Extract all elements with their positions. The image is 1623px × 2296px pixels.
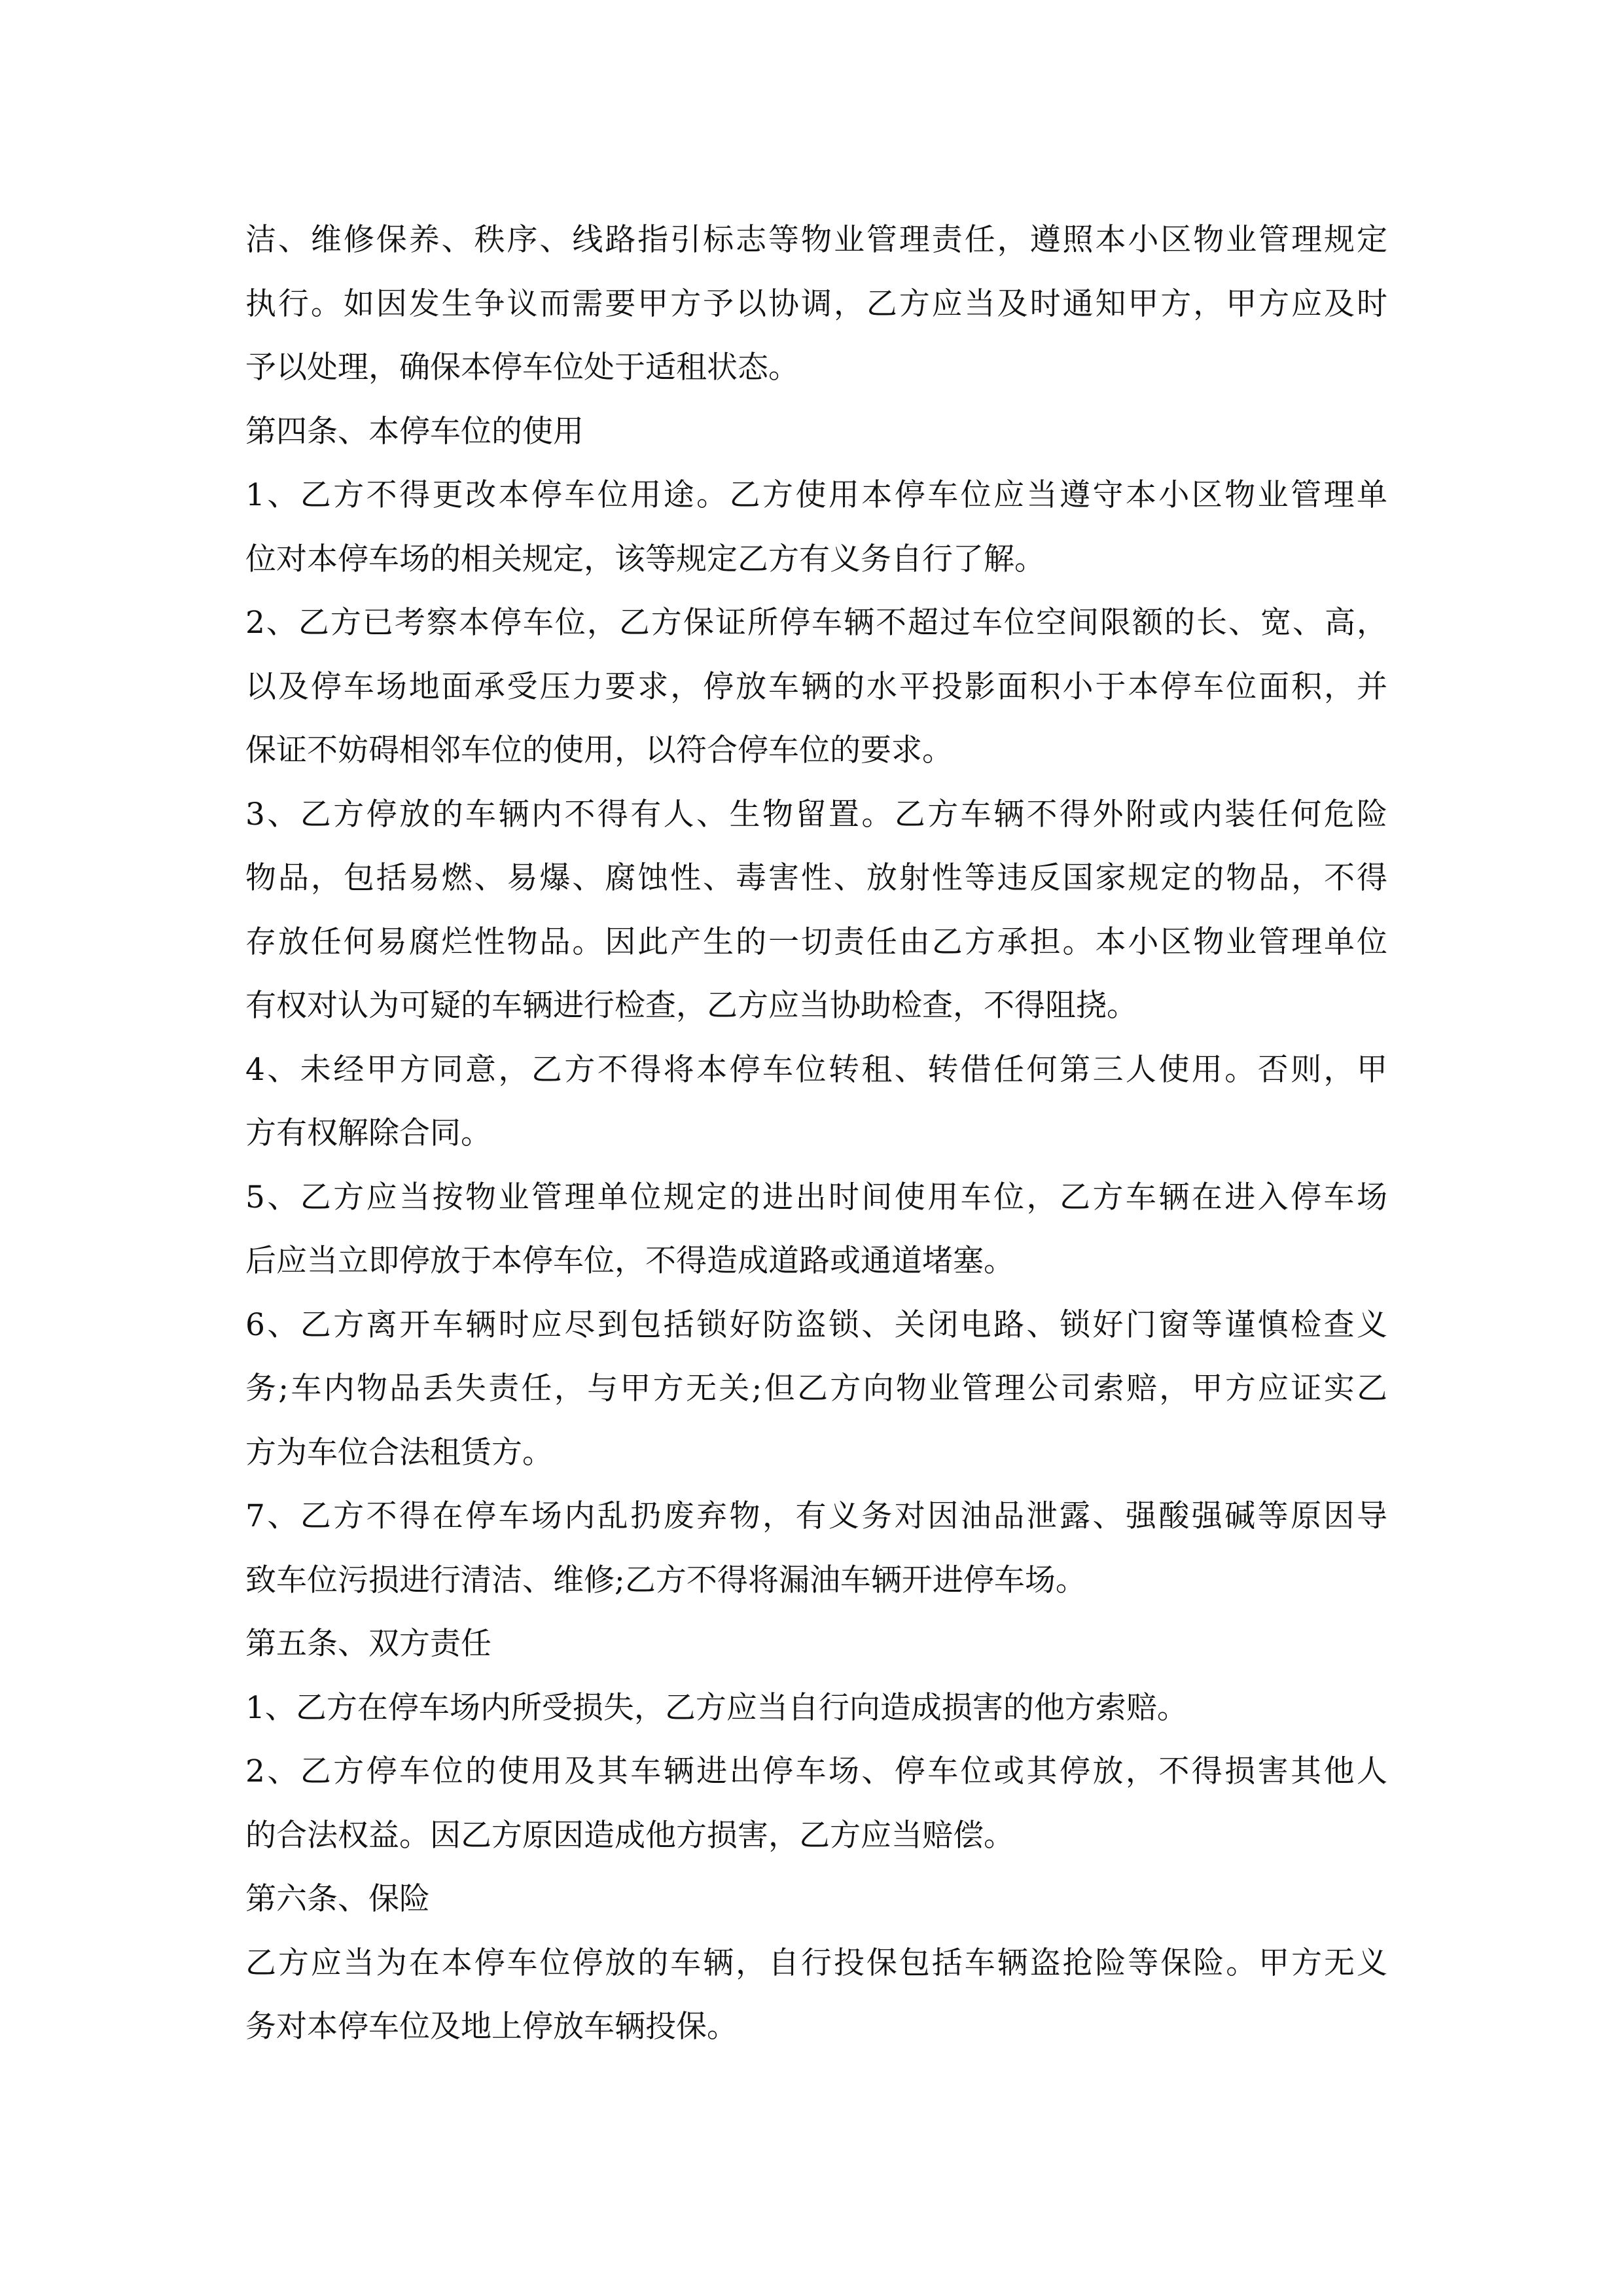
text-line: 务;车内物品丢失责任，与甲方无关;但乙方向物业管理公司索赔，甲方应证实乙	[245, 1371, 1387, 1407]
text-line: 7、乙方不得在停车场内乱扔废弃物，有义务对因油品泄露、强酸强碱等原因导	[245, 1498, 1387, 1534]
text-line: 1、乙方在停车场内所受损失，乙方应当自行向造成损害的他方索赔。	[245, 1689, 1188, 1726]
text-line: 执行。如因发生争议而需要甲方予以协调，乙方应当及时通知甲方，甲方应及时	[245, 285, 1387, 322]
text-line: 3、乙方停放的车辆内不得有人、生物留置。乙方车辆不得外附或内装任何危险	[245, 796, 1387, 833]
text-line: 第五条、双方责任	[245, 1626, 491, 1662]
text-line: 有权对认为可疑的车辆进行检查，乙方应当协助检查，不得阻挠。	[245, 988, 1137, 1024]
text-line: 方为车位合法租赁方。	[245, 1434, 553, 1471]
text-line: 后应当立即停放于本停车位，不得造成道路或通道堵塞。	[245, 1243, 1014, 1279]
text-line: 以及停车场地面承受压力要求，停放车辆的水平投影面积小于本停车位面积，并	[245, 668, 1387, 705]
document-body	[245, 208, 1387, 2059]
text-line: 2、乙方已考察本停车位，乙方保证所停车辆不超过车位空间限额的长、宽、高，	[245, 605, 1387, 641]
text-line: 方有权解除合同。	[245, 1115, 491, 1151]
text-line: 乙方应当为在本停车位停放的车辆，自行投保包括车辆盗抢险等保险。甲方无义	[245, 1945, 1387, 1981]
text-line: 位对本停车场的相关规定，该等规定乙方有义务自行了解。	[245, 541, 1045, 577]
text-line: 存放任何易腐烂性物品。因此产生的一切责任由乙方承担。本小区物业管理单位	[245, 924, 1387, 960]
text-line: 保证不妨碍相邻车位的使用，以符合停车位的要求。	[245, 732, 953, 768]
text-line: 5、乙方应当按物业管理单位规定的进出时间使用车位，乙方车辆在进入停车场	[245, 1179, 1387, 1215]
text-line: 1、乙方不得更改本停车位用途。乙方使用本停车位应当遵守本小区物业管理单	[245, 477, 1387, 513]
text-line: 的合法权益。因乙方原因造成他方损害，乙方应当赔偿。	[245, 1817, 1014, 1854]
text-line: 予以处理，确保本停车位处于适租状态。	[245, 350, 799, 386]
text-line: 务对本停车位及地上停放车辆投保。	[245, 2009, 738, 2045]
text-line: 2、乙方停车位的使用及其车辆进出停车场、停车位或其停放，不得损害其他人	[245, 1753, 1387, 1789]
text-line: 第四条、本停车位的使用	[245, 413, 584, 450]
text-line: 物品，包括易燃、易爆、腐蚀性、毒害性、放射性等违反国家规定的物品，不得	[245, 860, 1387, 896]
text-line: 致车位污损进行清洁、维修;乙方不得将漏油车辆开进停车场。	[245, 1562, 1086, 1598]
text-line: 6、乙方离开车辆时应尽到包括锁好防盗锁、关闭电路、锁好门窗等谨慎检查义	[245, 1306, 1387, 1343]
text-line: 4、未经甲方同意，乙方不得将本停车位转租、转借任何第三人使用。否则，甲	[245, 1051, 1387, 1088]
text-line: 洁、维修保养、秩序、线路指引标志等物业管理责任，遵照本小区物业管理规定	[245, 222, 1387, 258]
text-line: 第六条、保险	[245, 1881, 430, 1917]
